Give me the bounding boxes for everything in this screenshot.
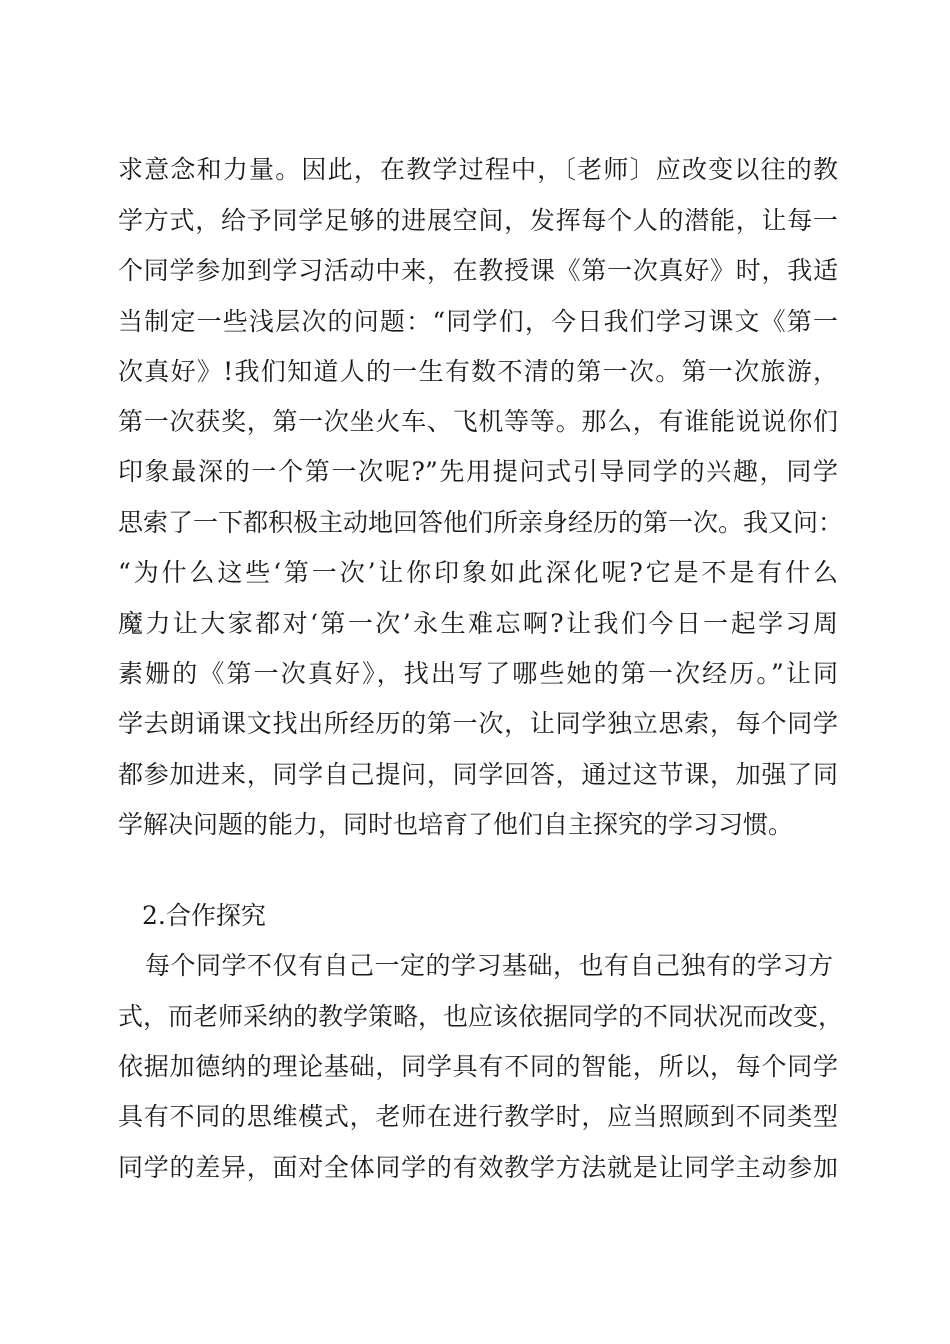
paragraph-line: 个同学参加到学习活动中来，在教授课《第一次真好》时，我适 [118, 256, 838, 285]
paragraph-line: 素姗的《第一次真好》，找出写了哪些她的第一次经历。”让同 [118, 659, 838, 688]
paragraph-line: “为什么这些‘第一次’让你印象如此深化呢?它是不是有什么 [118, 558, 838, 587]
paragraph-line: 依据加德纳的理论基础，同学具有不同的智能，所以，每个同学 [118, 1052, 838, 1081]
paragraph-line: 求意念和力量。因此，在教学过程中，〔老师〕应改变以往的教 [118, 155, 838, 184]
paragraph-line: 印象最深的一个第一次呢?”先用提问式引导同学的兴趣，同学 [118, 457, 838, 486]
paragraph-line: 次真好》!我们知道人的一生有数不清的第一次。第一次旅游， [118, 357, 838, 386]
paragraph-line: 都参加进来，同学自己提问，同学回答，通过这节课，加强了同 [118, 760, 838, 789]
paragraph-line: 思索了一下都积极主动地回答他们所亲身经历的第一次。我又问： [118, 508, 844, 537]
paragraph-line: 学去朗诵课文找出所经历的第一次，让同学独立思索，每个同学 [118, 709, 838, 738]
paragraph-line: 当制定一些浅层次的问题：“同学们，今日我们学习课文《第一 [118, 307, 838, 336]
paragraph-line: 每个同学不仅有自己一定的学习基础，也有自己独有的学习方 [145, 951, 833, 980]
paragraph-line: 学解决问题的能力，同时也培育了他们自主探究的学习习惯。 [118, 810, 794, 839]
paragraph-line: 第一次获奖，第一次坐火车、飞机等等。那么，有谁能说说你们 [118, 407, 838, 436]
paragraph-line: 式，而老师采纳的教学策略，也应该依据同学的不同状况而改变， [118, 1002, 844, 1031]
paragraph-line: 同学的差异，面对全体同学的有效教学方法就是让同学主动参加 [118, 1153, 838, 1182]
paragraph-line: 学方式，给予同学足够的进展空间，发挥每个人的潜能，让每一 [118, 206, 838, 235]
section-heading: 2.合作探究 [142, 901, 266, 930]
paragraph-line: 具有不同的思维模式，老师在进行教学时，应当照顾到不同类型 [118, 1102, 838, 1131]
paragraph-line: 魔力让大家都对‘第一次’永生难忘啊?让我们今日一起学习周 [118, 609, 838, 638]
